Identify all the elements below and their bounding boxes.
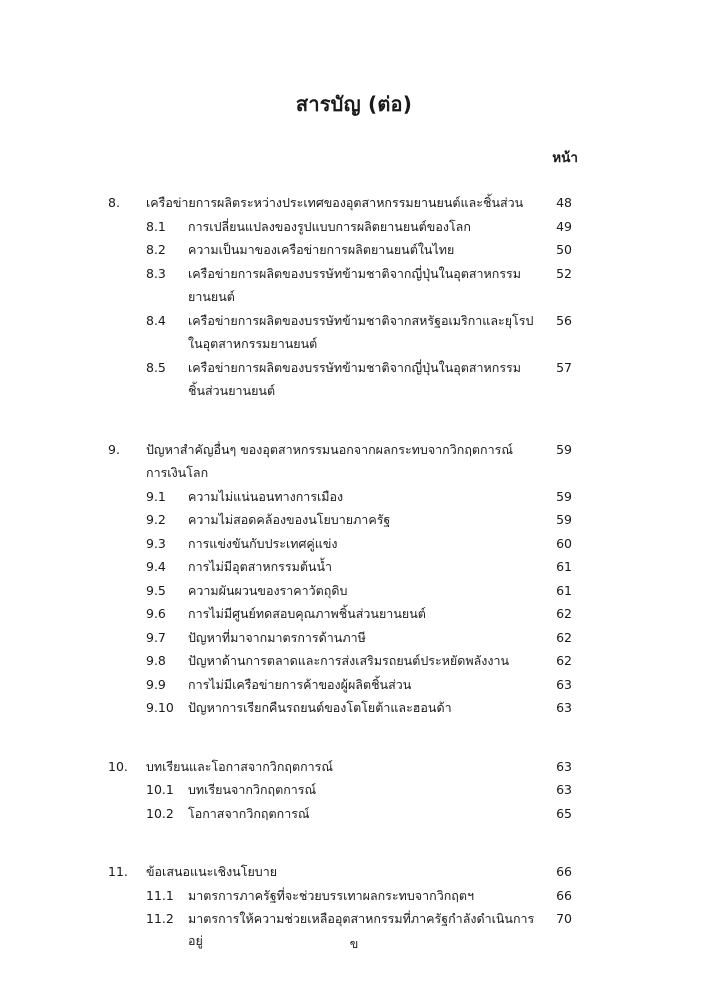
section-title-line: บทเรียนและโอกาสจากวิกฤตการณ์	[146, 758, 333, 774]
subsection-title-line: การไม่มีอุตสาหกรรมต้นน้ำ	[188, 559, 333, 574]
subsection-number: 11.1	[146, 887, 174, 903]
subsection-title	[188, 580, 538, 604]
section-title-line: ข้อเสนอแนะเชิงนโยบาย	[146, 864, 278, 879]
subsection-number: 8.5	[146, 359, 166, 375]
subsection-title-line: ความผันผวนของราคาวัตถุดิบ	[188, 582, 348, 598]
subsection-number: 9.1	[146, 488, 166, 504]
subsection-title-line: เครือข่ายการผลิตของบรรษัทข้ามชาติจากญี่ปุ่นในอุตสาหกรรม	[188, 359, 522, 375]
section-page-number: 63	[556, 758, 572, 774]
subsection-page-number: 59	[556, 512, 572, 527]
subsection-title-line: ในอุตสาหกรรมยานยนต์	[188, 336, 318, 351]
subsection-number: 8.4	[146, 312, 166, 328]
subsection-title-line: ปัญหาการเรียกคืนรถยนต์ของโตโยต้าและฮอนด้า	[188, 700, 452, 715]
subsection-title	[188, 556, 538, 580]
subsection-number: 8.3	[146, 265, 166, 281]
subsection-page-number: 59	[556, 488, 572, 504]
subsection-page-number: 63	[556, 782, 572, 797]
subsection-page-number: 49	[556, 218, 572, 234]
subsection-page-number: 52	[556, 265, 572, 281]
section-number: 10.	[108, 758, 128, 774]
subsection-title-line: ความเป็นมาของเครือข่ายการผลิตยานยนต์ในไทย	[188, 242, 455, 257]
subsection-title	[188, 908, 538, 948]
subsection-title	[188, 216, 538, 240]
section-number: 11.	[108, 864, 128, 879]
subsection-title-line: การไม่มีศูนย์ทดสอบคุณภาพชิ้นส่วนยานยนต์	[188, 606, 426, 621]
subsection-title-line: ความไม่สอดคล้องของนโยบายภาครัฐ	[188, 512, 391, 527]
subsection-number: 8.2	[146, 242, 166, 257]
section-page-number: 66	[556, 864, 572, 879]
subsection-title	[188, 627, 538, 651]
section-title-line: การเงินโลก	[146, 465, 209, 480]
subsection-title	[188, 603, 538, 627]
section-title-line: เครือข่ายการผลิตระหว่างประเทศของอุตสาหกรรมยานยนต์และชิ้นส่วน	[146, 195, 524, 210]
subsection-page-number: 63	[556, 676, 572, 692]
subsection-number: 9.7	[146, 629, 166, 645]
subsection-title-line: ชิ้นส่วนยานยนต์	[188, 383, 276, 398]
subsection-page-number: 63	[556, 700, 572, 715]
subsection-title	[188, 803, 538, 827]
subsection-number: 9.9	[146, 676, 166, 692]
subsection-title-line: ปัญหาที่มาจากมาตรการด้านภาษี	[188, 629, 366, 645]
subsection-number: 9.2	[146, 512, 166, 527]
subsection-title	[188, 779, 538, 803]
subsection-title	[188, 239, 538, 263]
subsection-page-number: 70	[556, 911, 572, 926]
section-page-number: 48	[556, 195, 572, 210]
subsection-number: 9.10	[146, 700, 174, 715]
subsection-page-number: 50	[556, 242, 572, 257]
subsection-title-line: ยานยนต์	[188, 289, 235, 304]
subsection-number: 10.1	[146, 782, 174, 797]
subsection-title-line: เครือข่ายการผลิตของบรรษัทข้ามชาติจากสหรัฐอเมริกาและยุโรป	[188, 312, 534, 328]
subsection-number: 11.2	[146, 911, 174, 926]
subsection-title-line: การเปลี่ยนแปลงของรูปแบบการผลิตยานยนต์ของโลก	[188, 218, 471, 234]
subsection-title	[188, 509, 538, 533]
subsection-title-line: มาตรการให้ความช่วยเหลืออุตสาหกรรมที่ภาครัฐกำลังดำเนินการอยู่	[188, 911, 535, 948]
subsection-title	[188, 533, 538, 557]
section-title	[146, 439, 542, 486]
subsection-number: 9.6	[146, 606, 166, 621]
subsection-page-number: 61	[556, 582, 572, 598]
subsection-title-line: การไม่มีเครือข่ายการค้าของผู้ผลิตชิ้นส่วน	[188, 676, 412, 692]
subsection-page-number: 56	[556, 312, 572, 328]
subsection-title	[188, 674, 538, 698]
subsection-title	[188, 650, 538, 674]
page-title: สารบัญ (ต่อ)	[295, 92, 413, 116]
section-number: 8.	[108, 195, 120, 210]
subsection-title	[188, 263, 538, 310]
subsection-page-number: 62	[556, 606, 572, 621]
subsection-number: 8.1	[146, 218, 166, 234]
footer-page-number: ข	[349, 936, 359, 951]
page-column-header: หน้า	[552, 150, 578, 166]
subsection-number: 9.8	[146, 653, 166, 668]
subsection-number: 10.2	[146, 805, 174, 821]
subsection-page-number: 57	[556, 359, 572, 375]
section-title	[146, 861, 542, 885]
subsection-number: 9.5	[146, 582, 166, 598]
subsection-title-line: ความไม่แน่นอนทางการเมือง	[188, 488, 344, 504]
subsection-page-number: 66	[556, 887, 572, 903]
subsection-page-number: 62	[556, 629, 572, 645]
subsection-title	[188, 310, 538, 357]
section-title	[146, 756, 542, 780]
subsection-page-number: 65	[556, 805, 572, 821]
subsection-title-line: บทเรียนจากวิกฤตการณ์	[188, 782, 317, 797]
subsection-title-line: เครือข่ายการผลิตของบรรษัทข้ามชาติจากญี่ปุ่นในอุตสาหกรรม	[188, 265, 522, 281]
subsection-title	[188, 486, 538, 510]
section-page-number: 59	[556, 441, 572, 457]
subsection-title-line: ปัญหาด้านการตลาดและการส่งเสริมรถยนต์ประหยัดพลังงาน	[188, 653, 510, 668]
subsection-title-line: การแข่งขันกับประเทศคู่แข่ง	[188, 535, 338, 551]
section-title	[146, 192, 542, 216]
section-number: 9.	[108, 441, 120, 457]
subsection-page-number: 62	[556, 653, 572, 668]
subsection-page-number: 60	[556, 535, 572, 551]
section-title-line: ปัญหาสำคัญอื่นๆ ของอุตสาหกรรมนอกจากผลกระทบจากวิกฤตการณ์	[146, 441, 513, 457]
subsection-number: 9.4	[146, 559, 166, 574]
subsection-title	[188, 357, 538, 404]
subsection-title	[188, 697, 538, 721]
subsection-title-line: มาตรการภาครัฐที่จะช่วยบรรเทาผลกระทบจากวิกฤตฯ	[188, 887, 474, 903]
subsection-title	[188, 885, 538, 909]
subsection-number: 9.3	[146, 535, 166, 551]
subsection-page-number: 61	[556, 559, 572, 574]
subsection-title-line: โอกาสจากวิกฤตการณ์	[188, 805, 310, 821]
